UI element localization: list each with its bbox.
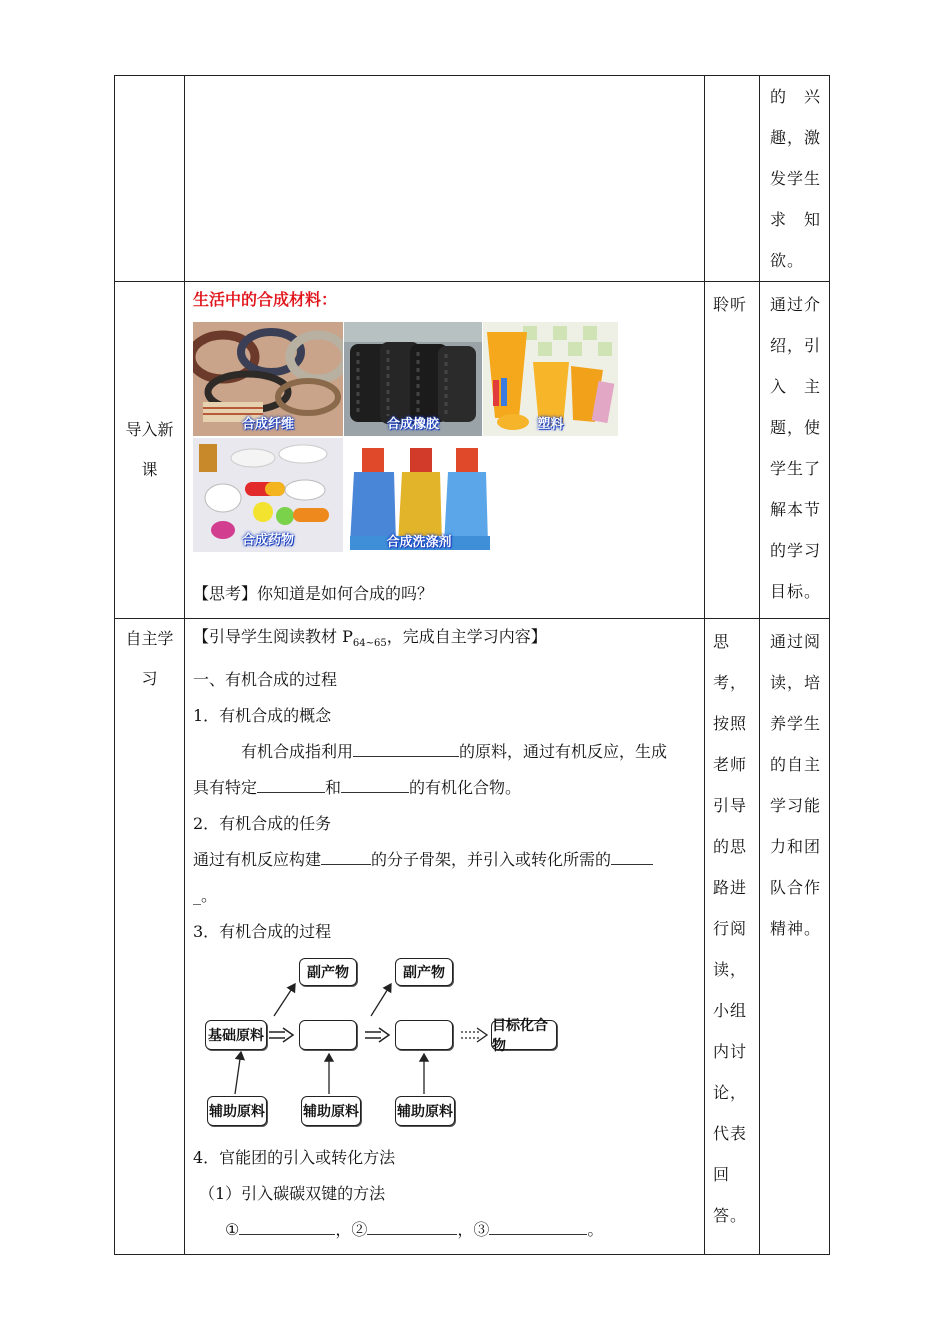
note-line: 解本节: [770, 500, 822, 519]
intermediate-box-2: [395, 1020, 453, 1050]
fill-blank[interactable]: [257, 774, 325, 793]
design-intent-cell: [760, 619, 830, 1255]
synthesis-flow-diagram: [199, 954, 569, 1134]
note-line: 养学生: [770, 714, 822, 733]
note-line: 的自主: [770, 755, 822, 774]
photo-caption: 合成纤维: [241, 417, 294, 432]
note-line: 精神。: [770, 919, 822, 938]
fill-blank[interactable]: [611, 846, 653, 865]
photo-synthetic-drug: [193, 438, 343, 552]
activity-cell: [705, 76, 760, 282]
fill-blank[interactable]: [239, 1216, 335, 1235]
photo-caption: 合成药物: [241, 533, 294, 548]
note-line: 通过阅: [770, 632, 822, 651]
activity-cell: [705, 282, 760, 619]
section-title: 生活中的合成材料：: [193, 290, 338, 309]
stage-label: 自主学: [125, 629, 174, 648]
photo-collage: [193, 322, 618, 554]
page-range: 64~65: [352, 638, 387, 650]
photo-caption: 合成洗涤剂: [386, 535, 452, 550]
fill-blank[interactable]: [489, 1216, 587, 1235]
note-line: 队合作: [770, 878, 822, 897]
note-line: 绍，引: [770, 336, 822, 355]
activity-line: 引导: [713, 796, 748, 815]
activity-line: 行阅: [713, 919, 748, 938]
note-line: 力和团: [770, 837, 822, 856]
photo-plastic: [483, 322, 618, 436]
activity-text: 聆听: [713, 295, 748, 314]
stage-label: 导入新: [125, 420, 174, 439]
subheading-functional-groups: 4．官能团的引入或转化方法: [193, 1148, 396, 1168]
note-line: 欲。: [770, 251, 805, 270]
content-cell: [185, 619, 705, 1255]
activity-line: 考，: [713, 673, 748, 692]
byproduct-box-2: 副产物: [395, 958, 453, 986]
activity-line: 老师: [713, 755, 748, 774]
activity-line: 的思: [713, 837, 748, 856]
fill-blank[interactable]: [367, 1216, 457, 1235]
activity-cell: [705, 619, 760, 1255]
task-paragraph: 通过有机反应构建 的分子骨架，并引入或转化所需的: [193, 842, 696, 878]
note-line: 读，培: [770, 673, 822, 692]
photo-synthetic-rubber: [344, 322, 482, 436]
subheading-double-bond: （1）引入碳碳双键的方法: [199, 1184, 386, 1204]
note-line: 的 兴: [770, 87, 822, 106]
photo-synthetic-fiber: [193, 322, 343, 436]
activity-line: 小组: [713, 1001, 748, 1020]
content-cell: [185, 76, 705, 282]
target-compound-box: 目标化合物: [491, 1020, 557, 1050]
note-line: 趣，激: [770, 128, 822, 147]
stage-cell: [115, 282, 185, 619]
guide-instruction: 【引导学生阅读教材 $P_{64\sim 65}$，完成自主学习内容】: [193, 627, 547, 650]
activity-line: 回: [713, 1165, 731, 1184]
aux-material-box-2: 辅助原料: [301, 1096, 361, 1126]
aux-material-box-3: 辅助原料: [395, 1096, 455, 1126]
table-row: [115, 76, 830, 282]
subheading-concept: 1．有机合成的概念: [193, 706, 332, 726]
fill-blank[interactable]: [353, 738, 459, 757]
note-line: 的学习: [770, 541, 822, 560]
note-line: 学生了: [770, 459, 822, 478]
note-line: 目标。: [770, 582, 822, 601]
activity-line: 路进: [713, 878, 748, 897]
activity-line: 答。: [713, 1206, 748, 1225]
fill-blank[interactable]: [321, 846, 371, 865]
note-line: 入 主: [770, 377, 822, 396]
stage-cell: [115, 76, 185, 282]
base-material-box: 基础原料: [205, 1020, 267, 1050]
note-line: 题，使: [770, 418, 822, 437]
activity-line: 内讨: [713, 1042, 748, 1061]
stage-label: 习: [141, 669, 158, 688]
think-prompt: 【思考】你知道是如何合成的吗？: [193, 584, 434, 603]
note-line: 求 知: [770, 210, 822, 229]
photo-synthetic-detergent: [344, 438, 494, 554]
activity-line: 思: [713, 632, 731, 651]
heading-process: 一、有机合成的过程: [193, 670, 338, 690]
activity-line: 读，: [713, 960, 748, 979]
stage-label: 课: [141, 460, 158, 479]
concept-paragraph-cont: 具有特定 和 的有机化合物。: [193, 770, 696, 806]
activity-line: 按照: [713, 714, 748, 733]
note-line: 发学生: [770, 169, 822, 188]
design-intent-cell: [760, 76, 830, 282]
byproduct-box-1: 副产物: [299, 958, 357, 986]
fill-blank[interactable]: [341, 774, 409, 793]
task-paragraph-cont: _。: [193, 886, 218, 906]
photo-caption: 合成橡胶: [386, 417, 439, 432]
stage-cell: [115, 619, 185, 1255]
activity-line: 论，: [713, 1083, 748, 1102]
table-row: [115, 619, 830, 1255]
activity-line: 代表: [713, 1124, 748, 1143]
intermediate-box-1: [299, 1020, 357, 1050]
concept-paragraph: 有机合成指利用 的原料，通过有机反应，生成: [193, 734, 696, 770]
design-intent-cell: [760, 282, 830, 619]
content-cell: [185, 282, 705, 619]
note-line: 学习能: [770, 796, 822, 815]
subheading-flow: 3．有机合成的过程: [193, 922, 332, 942]
table-row: [115, 282, 830, 619]
methods-line: ① ，② ，③ 。: [193, 1212, 696, 1248]
subheading-task: 2．有机合成的任务: [193, 814, 332, 834]
note-line: 通过介: [770, 295, 822, 314]
lesson-plan-table: [114, 75, 830, 1255]
photo-caption: 塑料: [537, 417, 564, 432]
aux-material-box-1: 辅助原料: [207, 1096, 267, 1126]
